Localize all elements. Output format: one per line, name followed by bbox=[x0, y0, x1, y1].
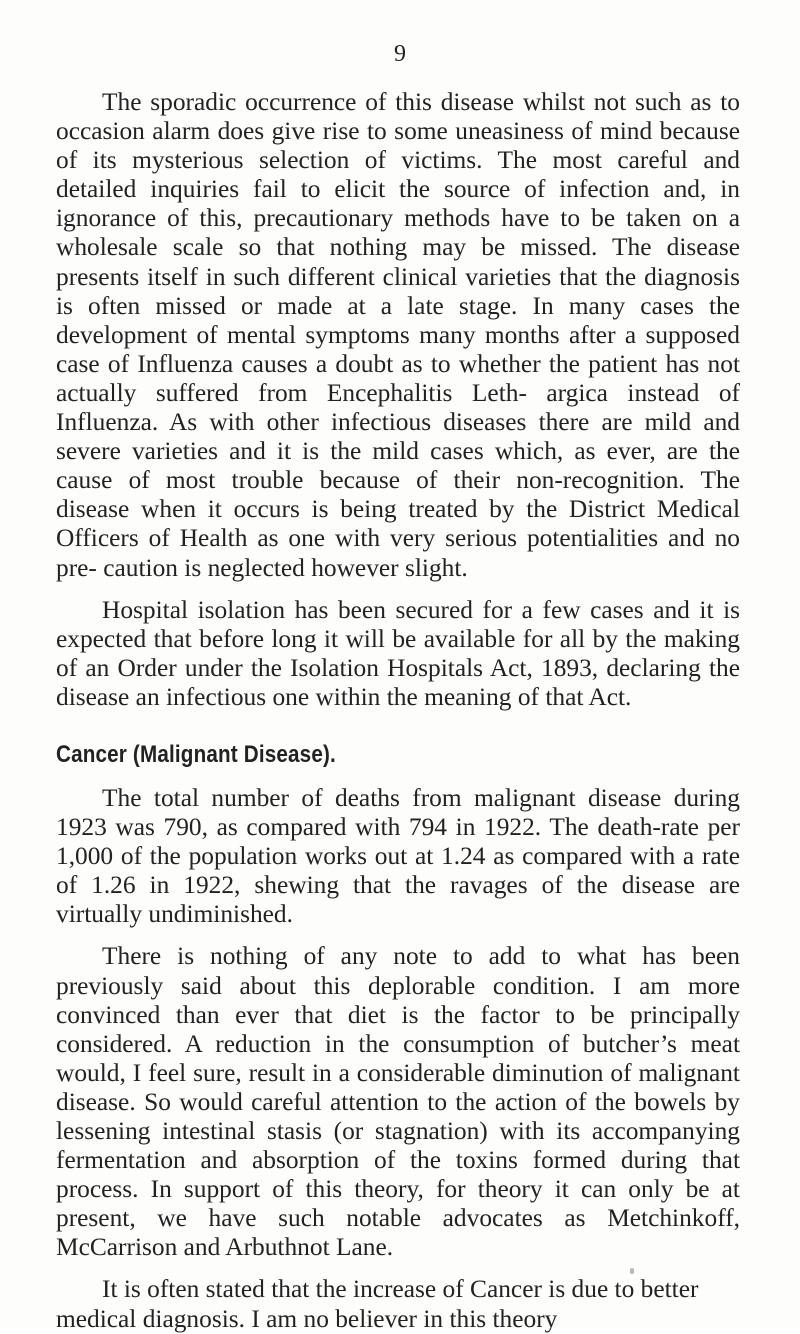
ink-speck bbox=[630, 1268, 634, 1274]
page-number: 9 bbox=[394, 41, 406, 67]
paragraph-cancer-diet: There is nothing of any note to add to what has been previously said about this deplorable condition. I am more convinced than ever that diet is the factor to be principally considered. A reduction in the consumption of butcher’s meat would, I feel sure, result in a considerable diminution of malignant disease. So would careful attention to the action of the bowels by lessening intestinal stasis (or stagnation) with its accompanying fermentation and absorption of the toxins formed during that process. In support of this theory, for theory it can only be at present, we have such notable advocates as Metchinkoff, McCarrison and Arbuthnot Lane. bbox=[56, 942, 740, 1262]
paragraph-cancer-deaths: The total number of deaths from malignant disease during 1923 was 790, as compared with 794 in 1922. The death-rate per 1,000 of the population works out at 1.24 as compared with a rate of 1.26 in 1922, shewing that the ravages of the disease are virtually undiminished. bbox=[56, 783, 740, 929]
paragraph-hospital-isolation: Hospital isolation has been secured for a few cases and it is expected that before long it will be available for all by the making of an Order under the Isolation Hospitals Act, 1893, declaring the disease an infectious one within the meaning of that Act. bbox=[56, 595, 740, 711]
paragraph-encephalitis: The sporadic occurrence of this disease whilst not such as to occasion alarm does give rise to some uneasiness of mind because of its mysterious selection of victims. The most careful and detailed inquiries fail to elicit the source of infection and, in ignorance of this, precautionary methods have to be taken on a wholesale scale so that nothing may be missed. The disease presents itself in such different clinical varieties that the diagnosis is often missed or made at a late stage. In many cases the development of mental symptoms many months after a supposed case of Influenza causes a doubt as to whether the patient has not actually suffered from Encephalitis Leth- argica instead of Influenza. As with other infectious diseases there are mild and severe varieties and it is the mild cases which, as ever, are the cause of most trouble because of their non-recognition. The disease when it occurs is being treated by the District Medical Officers of Health as one with very serious potentialities and no pre- caution is neglected however slight. bbox=[56, 88, 740, 582]
paragraph-cancer-diagnosis: It is often stated that the increase of Cancer is due to better medical diagnosis. I am no believer in this theory bbox=[56, 1275, 699, 1333]
body-text bbox=[56, 88, 740, 1334]
section-heading-cancer: Cancer (Malignant Disease). bbox=[56, 740, 336, 768]
